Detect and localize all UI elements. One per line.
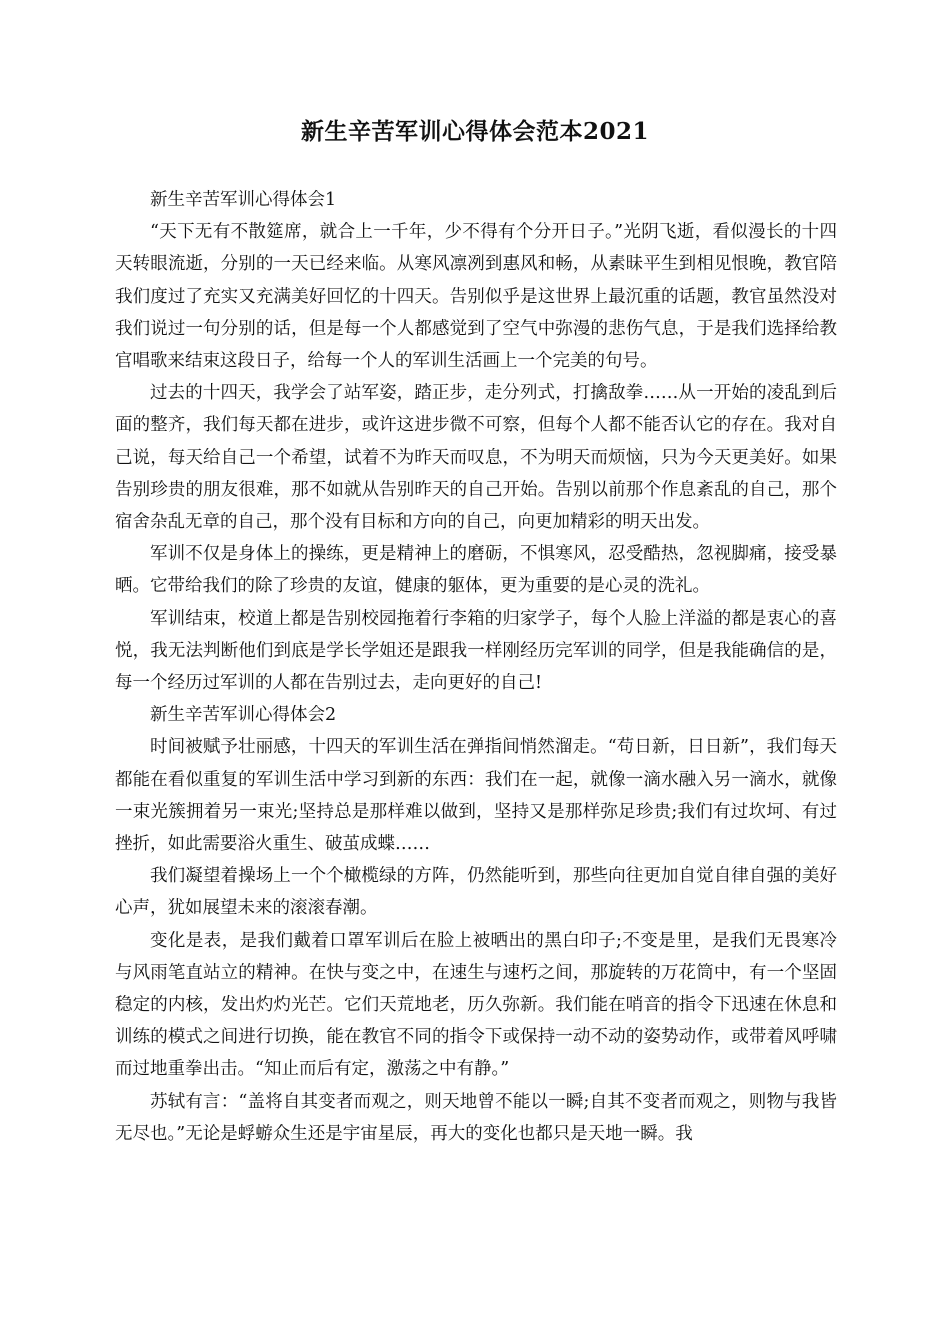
body-paragraph: “天下无有不散筵席，就合上一千年，少不得有个分开日子。”光阴飞逝，看似漫长的十四天转眼流逝，分别的一天已经来临。从寒风凛冽到惠风和畅，从素昧平生到相见恨晚，教官陪我们度过了充实又充满美好回忆的十四天。告别似乎是这世界上最沉重的话题，教官虽然没对我们说过一句分别的话，但是每一个人都感觉到了空气中弥漫的悲伤气息，于是我们选择给教官唱歌来结束这段日子，给每一个人的军训生活画上一个完美的句号。 <box>115 222 837 372</box>
body-paragraph: 军训不仅是身体上的操练，更是精神上的磨砺，不惧寒风，忍受酷热，忽视脚痛，接受暴晒。它带给我们的除了珍贵的友谊，健康的躯体，更为重要的是心灵的洗礼。 <box>115 544 837 597</box>
body-paragraph: 过去的十四天，我学会了站军姿，踏正步，走分列式，打擒敌拳……从一开始的凌乱到后面的整齐，我们每天都在进步，或许这进步微不可察，但每个人都不能否认它的存在。我对自己说，每天给自己一个希望，试着不为昨天而叹息，不为明天而烦恼，只为今天更美好。如果告别珍贵的朋友很难，那不如就从告别昨天的自己开始。告别以前那个作息紊乱的自己，那个宿舍杂乱无章的自己，那个没有目标和方向的自己，向更加精彩的明天出发。 <box>115 383 837 533</box>
section-heading-2: 新生辛苦军训心得体会2 <box>150 705 337 726</box>
document-title: 新生辛苦军训心得体会范本2021 <box>300 118 649 145</box>
section-heading-1: 新生辛苦军训心得体会1 <box>150 190 337 210</box>
body-paragraph: 军训结束，校道上都是告别校园拖着行李箱的归家学子，每个人脸上洋溢的都是衷心的喜悦，我无法判断他们到底是学长学姐还是跟我一样刚经历完军训的同学，但是我能确信的是，每一个经历过军训的人都在告别过去，走向更好的自己! <box>115 608 837 694</box>
body-paragraph: 变化是表，是我们戴着口罩军训后在脸上被晒出的黑白印子;不变是里，是我们无畏寒冷与风雨笔直站立的精神。在快与变之中，在速生与速朽之间，那旋转的万花筒中，有一个坚固稳定的内核，发出灼灼光芒。它们天荒地老，历久弥新。我们能在哨音的指令下迅速在休息和训练的模式之间进行切换，能在教官不同的指令下或保持一动不动的姿势动作，或带着风呼啸而过地重拳出击。“知止而后有定，激荡之中有静。” <box>115 930 837 1080</box>
document-body <box>115 184 837 1150</box>
body-paragraph: 时间被赋予壮丽感，十四天的军训生活在弹指间悄然溜走。“苟日新，日日新”，我们每天都能在看似重复的军训生活中学习到新的东西：我们在一起，就像一滴水融入另一滴水，就像一束光簇拥着另一束光;坚持总是那样难以做到，坚持又是那样弥足珍贵;我们有过坎坷、有过挫折，如此需要浴火重生、破茧成蝶…… <box>115 737 837 855</box>
body-paragraph: 我们凝望着操场上一个个橄榄绿的方阵，仍然能听到，那些向往更加自觉自律自强的美好心声，犹如展望未来的滚滚春潮。 <box>115 866 837 919</box>
body-paragraph: 苏轼有言：“盖将自其变者而观之，则天地曾不能以一瞬;自其不变者而观之，则物与我皆无尽也。”无论是蜉蝣众生还是宇宙星辰，再大的变化也都只是天地一瞬。我 <box>115 1091 837 1144</box>
